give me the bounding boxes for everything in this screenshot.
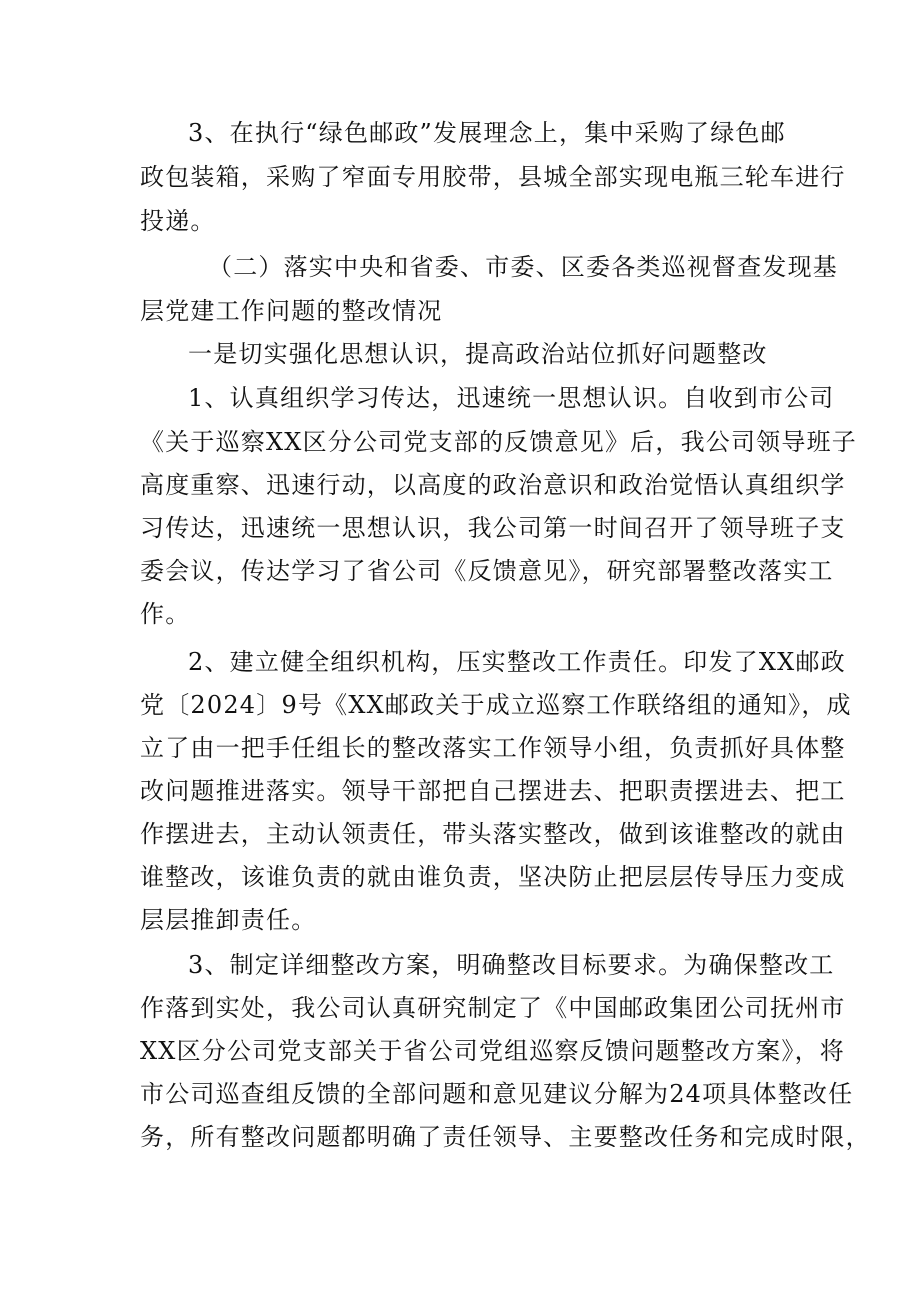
paragraph-3-line-5: 作摆进去，主动认领责任，带头落实整改，做到该谁整改的就由 bbox=[140, 820, 846, 848]
paragraph-3-line-1: 2、建立健全组织机构，压实整改工作责任。印发了XX邮政 bbox=[188, 648, 846, 676]
paragraph-3-line-6: 谁整改，该谁负责的就由谁负责，坚决防止把层层传导压力变成 bbox=[140, 863, 846, 891]
paragraph-4-line-4: 市公司巡查组反馈的全部问题和意见建议分解为24项具体整改任 bbox=[140, 1080, 854, 1108]
paragraph-1-line-2: 政包装箱，采购了窄面专用胶带，县城全部实现电瓶三轮车进行 bbox=[140, 163, 846, 191]
subheading: 一是切实强化思想认识，提高政治站位抓好问题整改 bbox=[188, 340, 768, 368]
paragraph-3-line-2: 党〔2024〕9号《XX邮政关于成立巡察工作联络组的通知》，成 bbox=[140, 691, 852, 719]
paragraph-4-line-1: 3、制定详细整改方案，明确整改目标要求。为确保整改工 bbox=[188, 951, 835, 979]
paragraph-3-line-3: 立了由一把手任组长的整改落实工作领导小组，负责抓好具体整 bbox=[140, 734, 846, 762]
section-heading-line-2: 层党建工作问题的整改情况 bbox=[140, 297, 443, 325]
paragraph-1-line-1: 3、在执行“绿色邮政”发展理念上，集中采购了绿色邮 bbox=[188, 119, 786, 147]
section-heading-line-1: （二）落实中央和省委、市委、区委各类巡视督查发现基 bbox=[208, 253, 838, 281]
paragraph-4-line-2: 作落到实处，我公司认真研究制定了《中国邮政集团公司抚州市 bbox=[140, 994, 846, 1022]
paragraph-4-line-5: 务，所有整改问题都明确了责任领导、主要整改任务和完成时限， bbox=[140, 1123, 871, 1151]
paragraph-2-line-3: 高度重察、迅速行动，以高度的政治意识和政治觉悟认真组织学 bbox=[140, 471, 846, 499]
paragraph-2-line-4: 习传达，迅速统一思想认识，我公司第一时间召开了领导班子支 bbox=[140, 514, 846, 542]
paragraph-4-line-3: XX区分公司党支部关于省公司党组巡察反馈问题整改方案》，将 bbox=[140, 1037, 845, 1065]
paragraph-2-line-1: 1、认真组织学习传达，迅速统一思想认识。自收到市公司 bbox=[188, 384, 835, 412]
paragraph-1-line-3: 投递。 bbox=[140, 207, 216, 235]
paragraph-3-line-7: 层层推卸责任。 bbox=[140, 906, 317, 934]
paragraph-2-line-5: 委会议，传达学习了省公司《反馈意见》，研究部署整改落实工 bbox=[140, 557, 834, 585]
paragraph-2-line-2: 《关于巡察XX区分公司党支部的反馈意见》后，我公司领导班子 bbox=[140, 428, 857, 456]
paragraph-2-line-6: 作。 bbox=[140, 600, 191, 628]
paragraph-3-line-4: 改问题推进落实。领导干部把自己摆进去、把职责摆进去、把工 bbox=[140, 777, 846, 805]
